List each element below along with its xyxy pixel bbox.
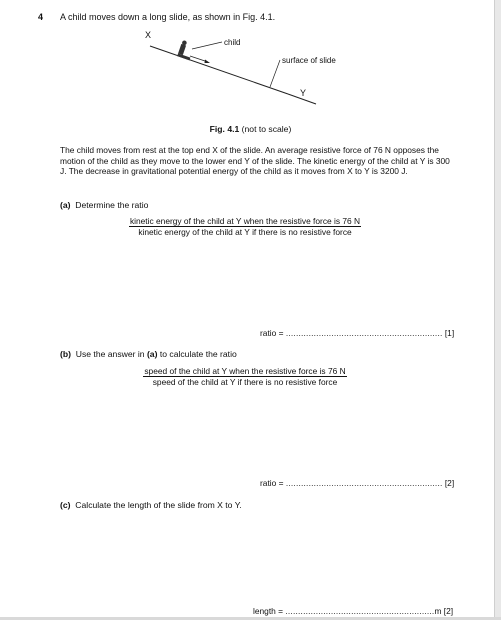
part-b-fraction	[60, 366, 430, 387]
page-edge-shadow	[494, 0, 501, 620]
part-a-answer-dots[interactable]: ..............................................................	[285, 328, 443, 338]
part-c-marks: [2]	[443, 606, 454, 616]
part-b-marks: [2]	[444, 478, 455, 488]
part-a-instruction-row	[60, 200, 148, 210]
question-number: 4	[38, 12, 44, 22]
part-b-answer-dots[interactable]: ..............................................................	[285, 478, 443, 488]
part-b-denominator: speed of the child at Y if there is no resistive force	[152, 377, 338, 387]
label-child: child	[224, 38, 241, 47]
figure-caption-bold: Fig. 4.1	[209, 124, 240, 134]
part-b-instruction-post: to calculate the ratio	[157, 349, 237, 359]
part-a-fraction	[60, 216, 430, 237]
part-b-instruction-ref: (a)	[146, 349, 158, 359]
question-paragraph: The child moves from rest at the top end X of the slide. An average resistive force of 76 N opposes the motion of the child as they move to the lower end Y of the slide. The kinetic energy of the child at Y is 300 J. The decrease in gravitational potential energy of the child as it moves from X to Y is 3200 J.	[60, 145, 450, 177]
label-surface: surface of slide	[282, 56, 336, 65]
slide-figure	[120, 30, 400, 118]
part-c-unit: m	[434, 606, 442, 616]
part-a-numerator: kinetic energy of the child at Y when the resistive force is 76 N	[129, 216, 361, 226]
label-y: Y	[300, 88, 307, 98]
part-c-label: (c)	[60, 500, 71, 510]
label-x: X	[145, 30, 152, 40]
child-leader-line	[192, 42, 222, 49]
part-a-label: (a)	[60, 200, 71, 210]
part-b-instruction-pre: Use the answer in	[75, 349, 147, 359]
part-b-answer-label: ratio =	[260, 478, 284, 488]
part-b-answer-line	[260, 478, 454, 488]
figure-caption	[0, 124, 501, 134]
part-a-marks: [1]	[444, 328, 455, 338]
part-c-instruction-row	[60, 500, 242, 510]
slide-surface-line	[150, 46, 288, 94]
question-intro: A child moves down a long slide, as shown in Fig. 4.1.	[60, 12, 276, 22]
part-a-instruction: Determine the ratio	[75, 200, 149, 210]
surface-leader-line	[270, 60, 280, 87]
part-b-instruction-row	[60, 349, 237, 359]
part-c-instruction: Calculate the length of the slide from X to Y.	[75, 500, 242, 510]
part-c-answer-dots[interactable]: ...........................................................	[285, 606, 435, 616]
part-b-label: (b)	[60, 349, 71, 359]
part-a-answer-line	[260, 328, 454, 338]
part-a-denominator: kinetic energy of the child at Y if there is no resistive force	[138, 227, 352, 237]
part-a-answer-label: ratio =	[260, 328, 284, 338]
part-c-answer-label: length =	[253, 606, 284, 616]
part-c-answer-line	[253, 606, 453, 616]
part-b-numerator: speed of the child at Y when the resistive force is 76 N	[144, 366, 346, 376]
child-figure	[177, 40, 195, 61]
motion-arrow-head	[205, 60, 211, 64]
figure-caption-rest: (not to scale)	[239, 124, 292, 134]
